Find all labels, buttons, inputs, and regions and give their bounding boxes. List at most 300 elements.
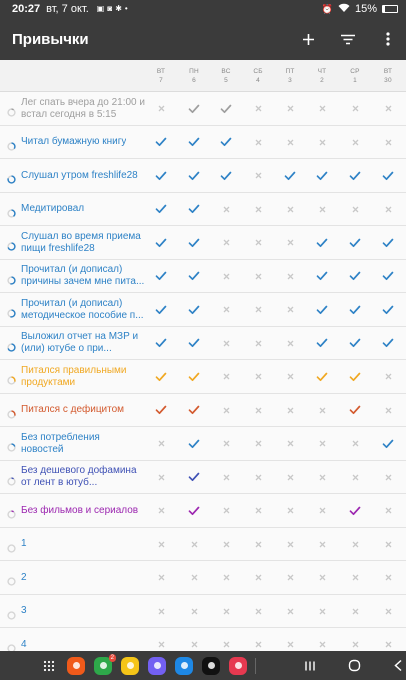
- checkmark-icon: [382, 439, 394, 449]
- cross-icon: [385, 139, 392, 146]
- habit-name-label: 1: [21, 538, 27, 549]
- cross-icon: [287, 641, 294, 648]
- habit-empty-cell[interactable]: [275, 135, 305, 150]
- habit-empty-cell[interactable]: [340, 470, 370, 485]
- habit-name-label: Выложил отчет на МЗР и (или) ютубе о при...: [21, 331, 139, 354]
- habit-row[interactable]: [0, 226, 406, 260]
- cross-icon: [255, 440, 262, 447]
- progress-ring-icon: [7, 577, 16, 586]
- habit-empty-cell[interactable]: [146, 604, 176, 619]
- habit-progress: [7, 305, 16, 314]
- habit-empty-cell[interactable]: [243, 570, 273, 585]
- cross-icon: [255, 340, 262, 347]
- habit-empty-cell[interactable]: [275, 302, 305, 317]
- habit-name[interactable]: [21, 360, 145, 393]
- habit-check-cell[interactable]: [373, 336, 403, 351]
- habit-empty-cell[interactable]: [211, 637, 241, 652]
- progress-ring-icon: [7, 544, 16, 553]
- progress-ring-icon: [7, 376, 16, 385]
- habit-check-cell[interactable]: [179, 235, 209, 250]
- habit-empty-cell[interactable]: [307, 537, 337, 552]
- habit-empty-cell[interactable]: [211, 436, 241, 451]
- day-date: 1: [353, 77, 357, 84]
- habit-empty-cell[interactable]: [243, 168, 273, 183]
- cross-icon: [319, 105, 326, 112]
- habit-empty-cell[interactable]: [179, 637, 209, 652]
- habit-check-cell[interactable]: [307, 235, 337, 250]
- checkmark-icon: [382, 271, 394, 281]
- day-header: [275, 67, 305, 85]
- cross-icon: [223, 574, 230, 581]
- habit-empty-cell[interactable]: [340, 637, 370, 652]
- habit-empty-cell[interactable]: [373, 369, 403, 384]
- habit-name-label: Прочитал (и дописал) причины зачем мне пита...: [21, 264, 145, 287]
- habit-check-cell[interactable]: [211, 101, 241, 116]
- more-notifications-dot: •: [124, 4, 128, 13]
- checkmark-icon: [155, 271, 167, 281]
- habit-empty-cell[interactable]: [243, 470, 273, 485]
- days-header: [0, 60, 406, 92]
- habit-empty-cell[interactable]: [243, 503, 273, 518]
- habit-empty-cell[interactable]: [211, 336, 241, 351]
- habit-check-cell[interactable]: [179, 436, 209, 451]
- habit-empty-cell[interactable]: [275, 403, 305, 418]
- habit-list: [0, 92, 406, 662]
- habit-empty-cell[interactable]: [307, 135, 337, 150]
- habit-empty-cell[interactable]: [146, 436, 176, 451]
- habit-row[interactable]: [0, 360, 406, 394]
- habit-check-cell[interactable]: [179, 168, 209, 183]
- habit-empty-cell[interactable]: [275, 235, 305, 250]
- habit-check-cell[interactable]: [211, 135, 241, 150]
- habit-empty-cell[interactable]: [211, 503, 241, 518]
- habit-empty-cell[interactable]: [275, 570, 305, 585]
- habit-empty-cell[interactable]: [243, 637, 273, 652]
- cross-icon: [255, 474, 262, 481]
- habit-empty-cell[interactable]: [211, 369, 241, 384]
- habit-empty-cell[interactable]: [340, 570, 370, 585]
- habit-empty-cell[interactable]: [243, 302, 273, 317]
- habit-check-cell[interactable]: [373, 235, 403, 250]
- habit-empty-cell[interactable]: [373, 604, 403, 619]
- checkmark-icon: [284, 171, 296, 181]
- habit-empty-cell[interactable]: [211, 235, 241, 250]
- cross-icon: [319, 474, 326, 481]
- habit-empty-cell[interactable]: [307, 202, 337, 217]
- habit-name[interactable]: [21, 595, 145, 628]
- habit-name[interactable]: [21, 260, 145, 293]
- habit-empty-cell[interactable]: [211, 604, 241, 619]
- habit-empty-cell[interactable]: [307, 101, 337, 116]
- habit-progress: [7, 540, 16, 549]
- habit-name-label: Слушал во время приема пищи freshlife28: [21, 230, 141, 254]
- habit-check-cell[interactable]: [146, 168, 176, 183]
- habit-check-cell[interactable]: [179, 470, 209, 485]
- app-glyph: [100, 662, 107, 669]
- cross-icon: [255, 273, 262, 280]
- habit-name[interactable]: [21, 193, 145, 226]
- alarm-icon: ⏰: [321, 3, 333, 14]
- habit-empty-cell[interactable]: [275, 202, 305, 217]
- cross-icon: [255, 306, 262, 313]
- checkmark-icon: [188, 472, 200, 482]
- cross-icon: [352, 474, 359, 481]
- app-drawer-icon[interactable]: [40, 657, 58, 675]
- habit-check-cell[interactable]: [340, 503, 370, 518]
- cross-icon: [223, 440, 230, 447]
- habit-empty-cell[interactable]: [243, 202, 273, 217]
- habit-name-label: Питался правильными продуктами: [21, 364, 127, 388]
- habit-empty-cell[interactable]: [307, 470, 337, 485]
- habit-progress: [7, 473, 16, 482]
- checkmark-icon: [188, 104, 200, 114]
- cross-icon: [255, 574, 262, 581]
- habit-name[interactable]: [21, 293, 145, 326]
- habit-check-cell[interactable]: [179, 269, 209, 284]
- habit-empty-cell[interactable]: [179, 537, 209, 552]
- cross-icon: [319, 641, 326, 648]
- habit-empty-cell[interactable]: [211, 403, 241, 418]
- habit-check-cell[interactable]: [179, 336, 209, 351]
- habit-empty-cell[interactable]: [340, 436, 370, 451]
- habit-empty-cell[interactable]: [373, 403, 403, 418]
- habit-name[interactable]: [21, 561, 145, 594]
- habit-name[interactable]: [21, 394, 145, 427]
- checkmark-icon: [188, 305, 200, 315]
- habit-name[interactable]: [21, 327, 145, 360]
- cross-icon: [223, 306, 230, 313]
- habit-empty-cell[interactable]: [340, 135, 370, 150]
- habit-empty-cell[interactable]: [243, 369, 273, 384]
- habit-empty-cell[interactable]: [211, 202, 241, 217]
- habit-check-cell[interactable]: [373, 302, 403, 317]
- habit-row[interactable]: [0, 561, 406, 595]
- habit-row[interactable]: [0, 293, 406, 327]
- back-button[interactable]: [390, 658, 406, 674]
- habit-row[interactable]: [0, 126, 406, 160]
- more-options-button[interactable]: [380, 29, 396, 49]
- habit-check-cell[interactable]: [146, 202, 176, 217]
- filter-button[interactable]: [340, 29, 356, 49]
- habit-empty-cell[interactable]: [373, 101, 403, 116]
- habit-empty-cell[interactable]: [275, 336, 305, 351]
- habit-empty-cell[interactable]: [307, 403, 337, 418]
- habit-check-cell[interactable]: [146, 403, 176, 418]
- cross-icon: [158, 474, 165, 481]
- recents-button[interactable]: [302, 658, 318, 674]
- day-weekday: ПН: [189, 68, 199, 75]
- habit-check-cell[interactable]: [211, 168, 241, 183]
- day-date: 4: [256, 77, 260, 84]
- progress-ring-icon: [7, 108, 16, 117]
- habit-empty-cell[interactable]: [243, 101, 273, 116]
- habit-check-cell[interactable]: [275, 168, 305, 183]
- cross-icon: [287, 440, 294, 447]
- checkmark-icon: [188, 506, 200, 516]
- habit-empty-cell[interactable]: [275, 101, 305, 116]
- habit-row[interactable]: [0, 595, 406, 629]
- day-date: 2: [320, 77, 324, 84]
- habit-check-cell[interactable]: [340, 269, 370, 284]
- habit-check-cell[interactable]: [340, 235, 370, 250]
- habit-check-cell[interactable]: [307, 369, 337, 384]
- habit-empty-cell[interactable]: [275, 269, 305, 284]
- cross-icon: [352, 206, 359, 213]
- habit-name[interactable]: [21, 126, 145, 159]
- habit-empty-cell[interactable]: [373, 135, 403, 150]
- habit-name[interactable]: [21, 528, 145, 561]
- phone-icon[interactable]: [94, 654, 114, 675]
- habit-name[interactable]: [21, 226, 145, 259]
- habit-check-cell[interactable]: [146, 135, 176, 150]
- cross-icon: [223, 608, 230, 615]
- dock: [0, 654, 247, 675]
- progress-ring-icon: [7, 611, 16, 620]
- habit-empty-cell[interactable]: [179, 570, 209, 585]
- habit-empty-cell[interactable]: [211, 537, 241, 552]
- cross-icon: [158, 641, 165, 648]
- cross-icon: [287, 273, 294, 280]
- habit-empty-cell[interactable]: [275, 537, 305, 552]
- checkmark-icon: [316, 271, 328, 281]
- home-button[interactable]: [346, 658, 362, 674]
- habit-name-label: Слушал утром freshlife28: [21, 169, 138, 181]
- cross-icon: [255, 139, 262, 146]
- grid-dots-icon: [43, 660, 55, 672]
- habit-check-cell[interactable]: [179, 369, 209, 384]
- habit-row[interactable]: [0, 427, 406, 461]
- habit-empty-cell[interactable]: [373, 202, 403, 217]
- habit-check-cell[interactable]: [340, 403, 370, 418]
- habit-empty-cell[interactable]: [211, 470, 241, 485]
- wifi-icon: [338, 3, 350, 16]
- habit-check-cell[interactable]: [307, 269, 337, 284]
- habit-empty-cell[interactable]: [275, 604, 305, 619]
- habit-empty-cell[interactable]: [373, 570, 403, 585]
- cross-icon: [158, 608, 165, 615]
- habit-empty-cell[interactable]: [373, 637, 403, 652]
- app-notification-icon: ✱: [115, 4, 122, 13]
- checkmark-icon: [349, 171, 361, 181]
- habit-progress: [7, 640, 16, 649]
- cross-icon: [223, 407, 230, 414]
- habit-check-cell[interactable]: [146, 235, 176, 250]
- habit-empty-cell[interactable]: [275, 503, 305, 518]
- habit-check-cell[interactable]: [179, 101, 209, 116]
- music-app-icon[interactable]: [202, 657, 220, 675]
- habit-check-cell[interactable]: [340, 168, 370, 183]
- habit-check-cell[interactable]: [179, 135, 209, 150]
- habit-empty-cell[interactable]: [373, 503, 403, 518]
- habit-empty-cell[interactable]: [307, 570, 337, 585]
- habit-check-cell[interactable]: [340, 302, 370, 317]
- habit-empty-cell[interactable]: [307, 604, 337, 619]
- day-weekday: ВС: [221, 68, 231, 75]
- habit-empty-cell[interactable]: [146, 537, 176, 552]
- habit-check-cell[interactable]: [307, 336, 337, 351]
- habit-empty-cell[interactable]: [307, 503, 337, 518]
- habit-empty-cell[interactable]: [307, 637, 337, 652]
- habit-empty-cell[interactable]: [146, 637, 176, 652]
- cross-icon: [319, 574, 326, 581]
- checkmark-icon: [349, 338, 361, 348]
- progress-ring-icon: [7, 410, 16, 419]
- cross-icon: [319, 206, 326, 213]
- habit-name-label: Медитировал: [21, 203, 85, 214]
- checkmark-icon: [155, 204, 167, 214]
- habit-empty-cell[interactable]: [373, 470, 403, 485]
- cross-icon: [385, 641, 392, 648]
- habit-check-cell[interactable]: [146, 369, 176, 384]
- checkmark-icon: [349, 372, 361, 382]
- cross-icon: [191, 641, 198, 648]
- app-glyph: [154, 662, 161, 669]
- cross-icon: [319, 139, 326, 146]
- cross-icon: [385, 206, 392, 213]
- viber-icon[interactable]: [148, 657, 166, 675]
- habit-check-cell[interactable]: [146, 302, 176, 317]
- habit-check-cell[interactable]: [179, 202, 209, 217]
- habit-name-label: Без дешевого дофамина от лент в ютуб...: [21, 465, 137, 488]
- checkmark-icon: [155, 171, 167, 181]
- habit-empty-cell[interactable]: [146, 470, 176, 485]
- habit-empty-cell[interactable]: [243, 604, 273, 619]
- checkmark-icon: [316, 372, 328, 382]
- habit-check-cell[interactable]: [373, 269, 403, 284]
- cross-icon: [287, 608, 294, 615]
- habit-check-cell[interactable]: [179, 302, 209, 317]
- habit-empty-cell[interactable]: [146, 570, 176, 585]
- orange-app-icon[interactable]: [67, 657, 85, 675]
- notification-badge: 2: [110, 654, 114, 661]
- habit-check-cell[interactable]: [373, 436, 403, 451]
- cross-icon: [255, 172, 262, 179]
- app-bar: [0, 18, 406, 60]
- checkmark-icon: [349, 305, 361, 315]
- habit-name[interactable]: [21, 427, 145, 460]
- progress-ring-icon: [7, 209, 16, 218]
- habit-empty-cell[interactable]: [243, 336, 273, 351]
- habit-row[interactable]: [0, 528, 406, 562]
- day-weekday: СР: [350, 68, 360, 75]
- cross-icon: [385, 608, 392, 615]
- cross-icon: [287, 507, 294, 514]
- checkmark-icon: [188, 271, 200, 281]
- checkmark-icon: [382, 238, 394, 248]
- habit-empty-cell[interactable]: [275, 637, 305, 652]
- cross-icon: [158, 574, 165, 581]
- habit-empty-cell[interactable]: [340, 604, 370, 619]
- habit-check-cell[interactable]: [307, 168, 337, 183]
- habit-name-label: Лег спать вчера до 21:00 и встал сегодня в 5:15: [21, 96, 145, 120]
- habit-name[interactable]: [21, 92, 145, 125]
- habit-check-cell[interactable]: [340, 369, 370, 384]
- habit-empty-cell[interactable]: [340, 202, 370, 217]
- habit-empty-cell[interactable]: [243, 269, 273, 284]
- habit-empty-cell[interactable]: [243, 135, 273, 150]
- checkmark-icon: [316, 305, 328, 315]
- habit-empty-cell[interactable]: [243, 235, 273, 250]
- habit-name[interactable]: [21, 461, 145, 494]
- habit-empty-cell[interactable]: [146, 101, 176, 116]
- habit-row[interactable]: [0, 193, 406, 227]
- progress-ring-icon: [7, 142, 16, 151]
- habit-row[interactable]: [0, 260, 406, 294]
- checkmark-icon: [382, 338, 394, 348]
- habit-progress: [7, 439, 16, 448]
- habit-row[interactable]: [0, 494, 406, 528]
- checkmark-icon: [188, 171, 200, 181]
- habit-progress: [7, 104, 16, 113]
- habit-name[interactable]: [21, 494, 145, 527]
- habit-empty-cell[interactable]: [211, 269, 241, 284]
- habit-row[interactable]: [0, 92, 406, 126]
- video-app-icon[interactable]: [229, 657, 247, 675]
- cross-icon: [255, 641, 262, 648]
- habit-row[interactable]: [0, 461, 406, 495]
- habit-check-cell[interactable]: [307, 302, 337, 317]
- cross-icon: [255, 541, 262, 548]
- habit-check-cell[interactable]: [340, 336, 370, 351]
- add-habit-button[interactable]: [300, 29, 316, 49]
- cross-icon: [319, 407, 326, 414]
- checkmark-icon: [316, 171, 328, 181]
- navigator-icon[interactable]: [121, 657, 139, 675]
- habit-empty-cell[interactable]: [211, 302, 241, 317]
- habit-empty-cell[interactable]: [373, 537, 403, 552]
- recents-icon: [304, 660, 316, 672]
- habit-check-cell[interactable]: [373, 168, 403, 183]
- habit-check-cell[interactable]: [179, 503, 209, 518]
- habit-empty-cell[interactable]: [275, 369, 305, 384]
- day-weekday: СБ: [253, 68, 263, 75]
- checkmark-icon: [155, 305, 167, 315]
- cross-icon: [385, 507, 392, 514]
- habit-empty-cell[interactable]: [243, 403, 273, 418]
- habit-empty-cell[interactable]: [275, 436, 305, 451]
- checkmark-icon: [155, 137, 167, 147]
- habit-empty-cell[interactable]: [211, 570, 241, 585]
- app-glyph: [208, 662, 215, 669]
- habit-empty-cell[interactable]: [340, 537, 370, 552]
- habit-empty-cell[interactable]: [243, 537, 273, 552]
- habit-check-cell[interactable]: [179, 403, 209, 418]
- notification-icon: ▣: [96, 4, 105, 13]
- habit-empty-cell[interactable]: [340, 101, 370, 116]
- habit-empty-cell[interactable]: [275, 470, 305, 485]
- habit-empty-cell[interactable]: [179, 604, 209, 619]
- microphone-icon[interactable]: [175, 657, 193, 675]
- cross-icon: [223, 239, 230, 246]
- habit-name[interactable]: [21, 159, 145, 192]
- day-header: [243, 67, 273, 85]
- habit-name-label: Без фильмов и сериалов: [21, 504, 139, 516]
- habit-row[interactable]: [0, 327, 406, 361]
- more-vert-icon: [386, 32, 390, 46]
- day-weekday: ВТ: [156, 68, 166, 75]
- habit-empty-cell[interactable]: [243, 436, 273, 451]
- cross-icon: [287, 373, 294, 380]
- cross-icon: [385, 474, 392, 481]
- habit-empty-cell[interactable]: [307, 436, 337, 451]
- cross-icon: [287, 340, 294, 347]
- progress-ring-icon: [7, 443, 16, 452]
- habit-check-cell[interactable]: [146, 336, 176, 351]
- habit-empty-cell[interactable]: [146, 503, 176, 518]
- habit-check-cell[interactable]: [146, 269, 176, 284]
- habit-row[interactable]: [0, 394, 406, 428]
- habit-row[interactable]: [0, 159, 406, 193]
